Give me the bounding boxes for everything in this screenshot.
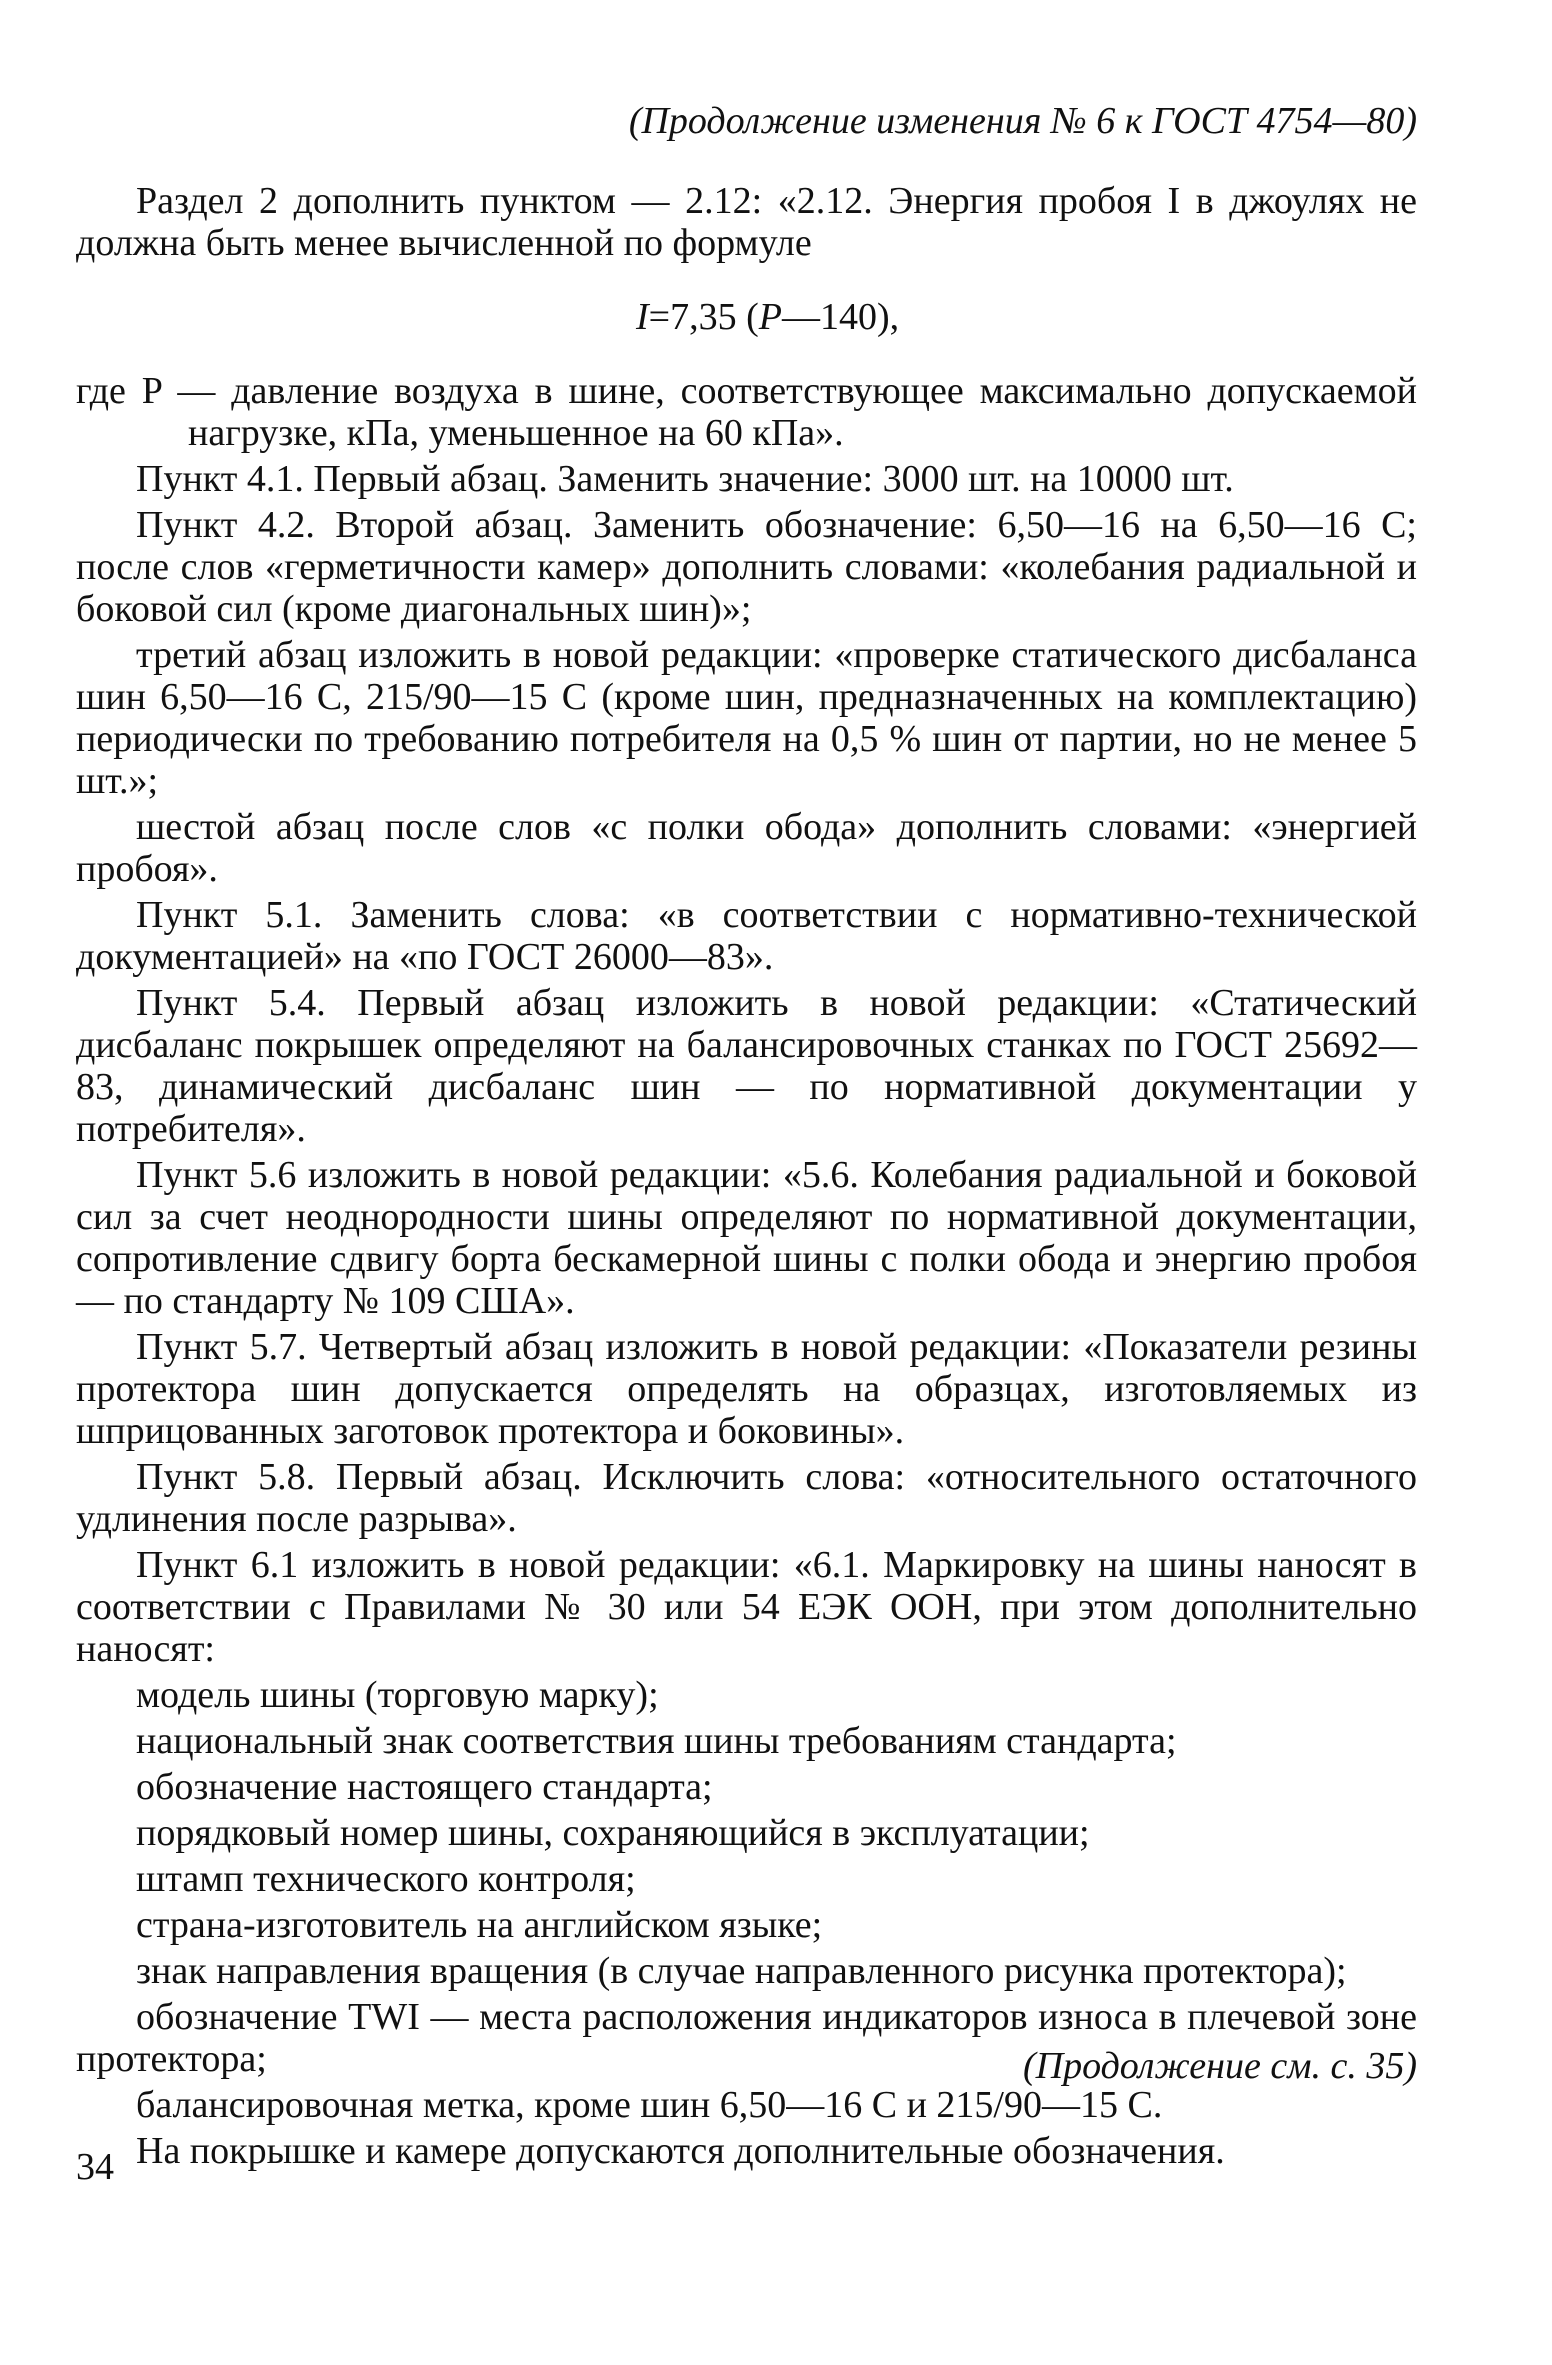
list-item: национальный знак соответствия шины требованиям стандарта; bbox=[136, 1720, 1177, 1762]
paragraph-4-1: Пункт 4.1. Первый абзац. Заменить значение: 3000 шт. на 10000 шт. bbox=[136, 458, 1234, 500]
paragraph-section-2: Раздел 2 дополнить пунктом — 2.12: «2.12. Энергия пробоя I в джоулях не должна быть менее вычисленной по формуле bbox=[76, 180, 1417, 264]
list-item: порядковый номер шины, сохраняющийся в эксплуатации; bbox=[136, 1812, 1090, 1854]
paragraph-5-6: Пункт 5.6 изложить в новой редакции: «5.6. Колебания радиальной и боковой сил за счет неоднородности шины определяют по нормативной документации, сопротивление сдвигу борта бескамерной шины с полки обода и энергию пробоя — по стандарту № 109 США». bbox=[76, 1154, 1417, 1322]
paragraph-4-2-sixth: шестой абзац после слов «с полки обода» дополнить словами: «энергией пробоя». bbox=[76, 806, 1417, 890]
paragraph-6-1: Пункт 6.1 изложить в новой редакции: «6.1. Маркировку на шины наносят в соответствии с Правилами № 30 или 54 ЕЭК ООН, при этом дополнительно наносят: bbox=[76, 1544, 1417, 1670]
list-item: обозначение TWI — места расположения индикаторов износа в плечевой зоне протектора; bbox=[76, 1996, 1417, 2080]
paragraph-5-4: Пункт 5.4. Первый абзац изложить в новой редакции: «Статический дисбаланс покрышек определяют на балансировочных станках по ГОСТ 25692—83, динамический дисбаланс шин — по нормативной документации у потребителя». bbox=[76, 982, 1417, 1150]
paragraph-5-1: Пункт 5.1. Заменить слова: «в соответствии с нормативно-технической документацией» на «по ГОСТ 26000—83». bbox=[76, 894, 1417, 978]
page-number: 34 bbox=[76, 2146, 114, 2188]
list-item: страна-изготовитель на английском языке; bbox=[136, 1904, 823, 1946]
list-item: штамп технического контроля; bbox=[136, 1858, 636, 1900]
continuation-note: (Продолжение см. с. 35) bbox=[1022, 2045, 1417, 2087]
formula-lhs: I bbox=[636, 296, 649, 338]
formula-rhs: =7,35 ( bbox=[648, 296, 759, 338]
formula-var: P bbox=[758, 296, 782, 338]
paragraph-5-7: Пункт 5.7. Четвертый абзац изложить в новой редакции: «Показатели резины протектора шин допускается определять на образцах, изготовляемых из шприцованных заготовок протектора и боковины». bbox=[76, 1326, 1417, 1452]
list-item: балансировочная метка, кроме шин 6,50—16 С и 215/90—15 С. bbox=[136, 2084, 1163, 2126]
list-item-closing: На покрышке и камере допускаются дополнительные обозначения. bbox=[136, 2130, 1225, 2172]
running-header: (Продолжение изменения № 6 к ГОСТ 4754—80) bbox=[628, 100, 1417, 142]
formula bbox=[76, 296, 1417, 338]
paragraph-4-2: Пункт 4.2. Второй абзац. Заменить обозначение: 6,50—16 на 6,50—16 С; после слов «герметичности камер» дополнить словами: «колебания радиальной и боковой сил (кроме диагональных шин)»; bbox=[76, 504, 1417, 630]
list-item: знак направления вращения (в случае направленного рисунка протектора); bbox=[136, 1950, 1347, 1992]
paragraph-5-8: Пункт 5.8. Первый абзац. Исключить слова: «относительного остаточного удлинения после разрыва». bbox=[76, 1456, 1417, 1540]
list-item: обозначение настоящего стандарта; bbox=[136, 1766, 713, 1808]
list-item: модель шины (торговую марку); bbox=[136, 1674, 659, 1716]
formula-where-clause: где P — давление воздуха в шине, соответствующее максимально допускаемой нагрузке, кПа, уменьшенное на 60 кПа». bbox=[76, 370, 1417, 454]
paragraph-4-2-third: третий абзац изложить в новой редакции: «проверке статического дисбаланса шин 6,50—16 С, 215/90—15 С (кроме шин, предназначенных на комплектацию) периодически по требованию потребителя на 0,5 % шин от партии, но не менее 5 шт.»; bbox=[76, 634, 1417, 802]
formula-tail: —140), bbox=[781, 296, 900, 338]
